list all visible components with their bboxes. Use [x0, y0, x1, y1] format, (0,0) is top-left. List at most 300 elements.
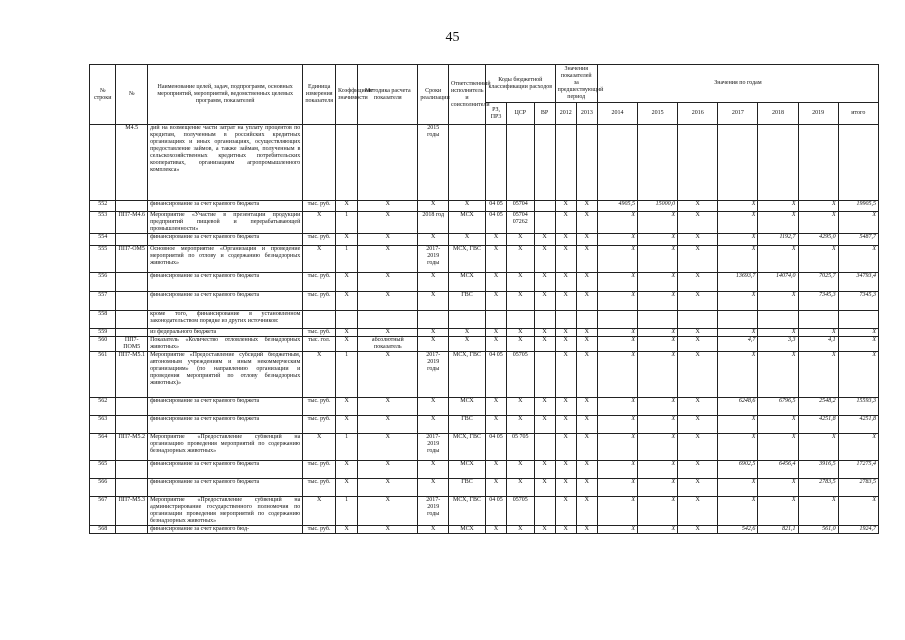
cell-csr: X [507, 398, 534, 416]
cell-total: X [838, 329, 878, 337]
cell-y2012: X [555, 461, 576, 479]
cell-unit: тыс. руб. [303, 329, 336, 337]
cell-y2014: X [597, 416, 637, 434]
cell-coef: 1 [336, 497, 358, 526]
cell-y2012 [555, 125, 576, 201]
table-row [90, 273, 879, 292]
cell-y2017: X [718, 434, 758, 461]
cell-y2015: X [638, 292, 678, 311]
cell-exec: X [449, 337, 486, 352]
cell-exec [449, 125, 486, 201]
cell-unit: тыс. руб. [303, 234, 336, 246]
cell-y2015: X [638, 246, 678, 273]
cell-y2012: X [555, 526, 576, 534]
cell-unit: тыс. руб. [303, 273, 336, 292]
cell-term: X [418, 479, 449, 497]
cell-y2013: X [576, 212, 597, 234]
cell-y2014: X [597, 246, 637, 273]
cell-y2019: 7025,7 [798, 273, 838, 292]
cell-exec: МСХ [449, 273, 486, 292]
cell-csr [507, 311, 534, 329]
cell-name: финансирование за счет краевого бюджета [148, 461, 303, 479]
cell-unit: X [303, 212, 336, 234]
table-row [90, 212, 879, 234]
cell-no: 559 [90, 329, 116, 337]
cell-y2016: X [678, 201, 718, 212]
cell-y2018: X [758, 212, 798, 234]
cell-code [116, 398, 148, 416]
header-code: № [116, 65, 148, 125]
table-row [90, 246, 879, 273]
cell-no: 568 [90, 526, 116, 534]
cell-y2014: X [597, 398, 637, 416]
cell-rz: X [485, 292, 506, 311]
cell-term: X [418, 416, 449, 434]
cell-total: 19905,5 [838, 201, 878, 212]
cell-y2016: X [678, 461, 718, 479]
cell-coef: X [336, 234, 358, 246]
cell-name: финансирование за счет краевого бюджета [148, 273, 303, 292]
cell-vr: X [534, 273, 555, 292]
header-coef: Коэффициент значимости [336, 65, 358, 125]
cell-rz: X [485, 479, 506, 497]
cell-name: финансирование за счет краевого бюд- [148, 526, 303, 534]
cell-total [838, 311, 878, 329]
cell-y2012 [555, 311, 576, 329]
cell-y2016: X [678, 526, 718, 534]
header-2013: 2013 [576, 103, 597, 125]
cell-code [116, 329, 148, 337]
header-vr: ВР [534, 103, 555, 125]
page-number: 45 [445, 30, 460, 45]
cell-coef [336, 311, 358, 329]
cell-method: X [358, 526, 418, 534]
cell-y2018: X [758, 479, 798, 497]
cell-term: X [418, 398, 449, 416]
cell-total: 34793,4 [838, 273, 878, 292]
cell-y2013: X [576, 479, 597, 497]
cell-y2018 [758, 125, 798, 201]
cell-method: X [358, 352, 418, 398]
table-row [90, 461, 879, 479]
cell-y2018: X [758, 416, 798, 434]
cell-unit: тыс. руб. [303, 461, 336, 479]
cell-y2012: X [555, 497, 576, 526]
cell-code [116, 526, 148, 534]
cell-no [90, 125, 116, 201]
cell-y2013: X [576, 246, 597, 273]
cell-y2016: X [678, 212, 718, 234]
cell-rz: 04 05 [485, 434, 506, 461]
cell-coef [336, 125, 358, 201]
cell-y2013: X [576, 526, 597, 534]
cell-term: 2017-2019 годы [418, 497, 449, 526]
cell-term: 2017-2019 годы [418, 246, 449, 273]
cell-vr: X [534, 246, 555, 273]
cell-csr: X [507, 273, 534, 292]
cell-total: 4251,8 [838, 416, 878, 434]
cell-code [116, 201, 148, 212]
cell-y2014: X [597, 461, 637, 479]
cell-y2016 [678, 125, 718, 201]
cell-code [116, 311, 148, 329]
cell-y2018: X [758, 352, 798, 398]
cell-y2018: 1192,7 [758, 234, 798, 246]
header-term: Сроки реализации [418, 65, 449, 125]
cell-y2015: X [638, 337, 678, 352]
cell-exec: МСХ, ГВС [449, 246, 486, 273]
cell-csr: X [507, 526, 534, 534]
cell-y2019: 4,1 [798, 337, 838, 352]
cell-y2014: X [597, 329, 637, 337]
cell-y2012: X [555, 273, 576, 292]
table-row [90, 311, 879, 329]
cell-y2012: X [555, 479, 576, 497]
cell-y2012: X [555, 434, 576, 461]
cell-y2016: X [678, 352, 718, 398]
cell-y2013: X [576, 434, 597, 461]
cell-total: X [838, 434, 878, 461]
cell-no: 557 [90, 292, 116, 311]
cell-y2019: 2783,5 [798, 479, 838, 497]
cell-y2019 [798, 125, 838, 201]
cell-exec: МСХ [449, 398, 486, 416]
cell-y2019: 3916,5 [798, 461, 838, 479]
cell-y2017: 13693,7 [718, 273, 758, 292]
table-row [90, 526, 879, 534]
cell-y2016: X [678, 416, 718, 434]
cell-y2019: X [798, 212, 838, 234]
cell-y2016: X [678, 337, 718, 352]
cell-y2019: 7345,3 [798, 292, 838, 311]
cell-no: 567 [90, 497, 116, 526]
cell-y2017: X [718, 329, 758, 337]
cell-y2014: X [597, 497, 637, 526]
cell-y2017: X [718, 292, 758, 311]
cell-no: 563 [90, 416, 116, 434]
cell-vr: X [534, 416, 555, 434]
cell-method: X [358, 497, 418, 526]
cell-term: 2017-2019 годы [418, 434, 449, 461]
cell-name: Показатель «Количество отловленных безнадзорных животных» [148, 337, 303, 352]
cell-vr: X [534, 292, 555, 311]
cell-name: Мероприятие «Участие в презентации продукции предприятий пищевой и перерабатывающей промышленности» [148, 212, 303, 234]
cell-y2018: X [758, 246, 798, 273]
cell-y2018: 821,1 [758, 526, 798, 534]
cell-y2018 [758, 311, 798, 329]
cell-unit: тыс. руб. [303, 416, 336, 434]
cell-exec: МСХ [449, 526, 486, 534]
cell-total [838, 125, 878, 201]
cell-exec: МСХ, ГВС [449, 434, 486, 461]
cell-coef: X [336, 273, 358, 292]
cell-y2015: X [638, 497, 678, 526]
cell-unit: X [303, 246, 336, 273]
cell-y2014: X [597, 292, 637, 311]
cell-vr [534, 125, 555, 201]
cell-code: ПП7-ОМ5 [116, 246, 148, 273]
cell-code [116, 292, 148, 311]
cell-y2012: X [555, 234, 576, 246]
cell-exec: ГВС [449, 416, 486, 434]
cell-y2012: X [555, 398, 576, 416]
cell-vr: X [534, 234, 555, 246]
cell-method: X [358, 292, 418, 311]
cell-vr [534, 201, 555, 212]
cell-no: 566 [90, 479, 116, 497]
cell-term: 2017-2019 годы [418, 352, 449, 398]
cell-y2017: 6902,5 [718, 461, 758, 479]
cell-code: ПП7-М4.6 [116, 212, 148, 234]
cell-method: X [358, 201, 418, 212]
cell-y2013: X [576, 273, 597, 292]
cell-rz: X [485, 329, 506, 337]
cell-y2019: X [798, 434, 838, 461]
cell-unit: тыс. руб. [303, 201, 336, 212]
header-method: Методика расчета показателя [358, 65, 418, 125]
header-2018: 2018 [758, 103, 798, 125]
cell-y2016: X [678, 398, 718, 416]
cell-no: 560 [90, 337, 116, 352]
cell-y2015 [638, 311, 678, 329]
table-row [90, 337, 879, 352]
cell-term: X [418, 292, 449, 311]
header-executor: Ответственный исполнитель и соисполнители [449, 65, 486, 125]
cell-y2013: X [576, 416, 597, 434]
cell-y2014 [597, 125, 637, 201]
cell-csr: 05705 [507, 497, 534, 526]
cell-y2018: 14074,0 [758, 273, 798, 292]
cell-y2013: X [576, 234, 597, 246]
cell-y2013: X [576, 352, 597, 398]
cell-code: ПП7-ПОМ5 [116, 337, 148, 352]
cell-y2015: X [638, 329, 678, 337]
cell-method: X [358, 212, 418, 234]
cell-unit [303, 125, 336, 201]
cell-code [116, 416, 148, 434]
cell-name: финансирование за счет краевого бюджета [148, 416, 303, 434]
cell-unit: тыс. гол. [303, 337, 336, 352]
cell-rz: X [485, 246, 506, 273]
cell-vr [534, 497, 555, 526]
cell-y2015: X [638, 234, 678, 246]
cell-y2018: X [758, 497, 798, 526]
cell-y2015 [638, 125, 678, 201]
cell-y2012: X [555, 292, 576, 311]
cell-csr: 05705 [507, 352, 534, 398]
cell-y2019: X [798, 246, 838, 273]
cell-name: Мероприятие «Предоставление субвенций на администрирование государственного полномочия по организации проведения мероприятий по содержанию безнадзорных животных» [148, 497, 303, 526]
cell-csr: X [507, 416, 534, 434]
cell-y2019: X [798, 352, 838, 398]
cell-coef: 1 [336, 212, 358, 234]
cell-coef: 1 [336, 352, 358, 398]
cell-y2012: X [555, 416, 576, 434]
cell-exec: МСХ, ГВС [449, 497, 486, 526]
cell-y2012: X [555, 246, 576, 273]
table-row [90, 434, 879, 461]
cell-total: 1924,7 [838, 526, 878, 534]
cell-y2014: X [597, 337, 637, 352]
cell-csr: X [507, 337, 534, 352]
header-budget-codes: Коды бюджетной классификации расходов [485, 65, 555, 103]
cell-coef: X [336, 201, 358, 212]
cell-y2014: X [597, 526, 637, 534]
cell-y2017: X [718, 234, 758, 246]
cell-rz: X [485, 273, 506, 292]
cell-total: X [838, 246, 878, 273]
cell-vr: X [534, 329, 555, 337]
table-row [90, 234, 879, 246]
table-header [90, 65, 879, 125]
cell-y2015: 15000,0 [638, 201, 678, 212]
cell-y2017: X [718, 479, 758, 497]
header-unit: Единица измерения показателя [303, 65, 336, 125]
cell-y2013 [576, 125, 597, 201]
cell-y2017: X [718, 201, 758, 212]
cell-total: 17275,4 [838, 461, 878, 479]
cell-coef: X [336, 398, 358, 416]
cell-coef: X [336, 461, 358, 479]
cell-no: 562 [90, 398, 116, 416]
cell-y2019: X [798, 497, 838, 526]
cell-y2017 [718, 311, 758, 329]
cell-code: ПП7-М5.1 [116, 352, 148, 398]
cell-no: 554 [90, 234, 116, 246]
table-row [90, 292, 879, 311]
cell-y2018: 6456,4 [758, 461, 798, 479]
cell-total: X [838, 497, 878, 526]
cell-y2019: 2548,2 [798, 398, 838, 416]
cell-name: Мероприятие «Предоставление субвенций на организацию проведения мероприятий по содержанию безнадзорных животных» [148, 434, 303, 461]
header-2016: 2016 [678, 103, 718, 125]
cell-y2017: X [718, 352, 758, 398]
cell-method: X [358, 461, 418, 479]
cell-term: 2015 годы [418, 125, 449, 201]
cell-no: 556 [90, 273, 116, 292]
cell-method: X [358, 479, 418, 497]
cell-y2015: X [638, 479, 678, 497]
cell-no: 555 [90, 246, 116, 273]
cell-method: X [358, 434, 418, 461]
cell-exec [449, 311, 486, 329]
cell-y2017: 4,7 [718, 337, 758, 352]
cell-code [116, 234, 148, 246]
cell-y2015: X [638, 434, 678, 461]
cell-csr [507, 125, 534, 201]
cell-total: 2783,5 [838, 479, 878, 497]
cell-name: финансирование за счет краевого бюджета [148, 292, 303, 311]
cell-term: X [418, 201, 449, 212]
cell-y2013: X [576, 337, 597, 352]
table-row [90, 125, 879, 201]
cell-y2017: X [718, 246, 758, 273]
cell-coef: X [336, 337, 358, 352]
cell-name: Основное мероприятие «Организация и проведение мероприятий по отлову и содержанию безнадзорных животных» [148, 246, 303, 273]
cell-vr: X [534, 526, 555, 534]
cell-code: ПП7-М5.2 [116, 434, 148, 461]
cell-y2012: X [555, 201, 576, 212]
cell-term: 2018 год [418, 212, 449, 234]
cell-exec: ГВС [449, 479, 486, 497]
cell-exec: ГВС [449, 292, 486, 311]
cell-no: 561 [90, 352, 116, 398]
cell-code [116, 461, 148, 479]
cell-name: Мероприятие «Предоставление субсидий бюджетным, автономным учреждениям и иным некоммерческим организациям» (по направлению организации и проведения мероприятий по отлову безнадзорных животных)» [148, 352, 303, 398]
cell-method: X [358, 234, 418, 246]
cell-y2017: X [718, 497, 758, 526]
cell-name: кроме того, финансирование в установленном законодательством порядке из других источников: [148, 311, 303, 329]
cell-y2014 [597, 311, 637, 329]
cell-y2019: 561,0 [798, 526, 838, 534]
cell-y2018: X [758, 201, 798, 212]
cell-csr: X [507, 479, 534, 497]
cell-term: X [418, 273, 449, 292]
cell-code [116, 479, 148, 497]
cell-y2017 [718, 125, 758, 201]
cell-y2016: X [678, 497, 718, 526]
cell-y2016 [678, 311, 718, 329]
cell-csr: 05704 07262 [507, 212, 534, 234]
cell-method: X [358, 416, 418, 434]
cell-vr: X [534, 337, 555, 352]
cell-vr: X [534, 461, 555, 479]
table-row [90, 201, 879, 212]
cell-y2014: 4905,5 [597, 201, 637, 212]
cell-vr [534, 311, 555, 329]
cell-exec: МСХ, ГВС [449, 352, 486, 398]
cell-vr [534, 352, 555, 398]
cell-term [418, 311, 449, 329]
cell-rz [485, 125, 506, 201]
cell-y2015: X [638, 526, 678, 534]
cell-exec: МСХ [449, 461, 486, 479]
header-2014: 2014 [597, 103, 637, 125]
cell-y2014: X [597, 434, 637, 461]
cell-rz: 04 05 [485, 497, 506, 526]
cell-y2016: X [678, 234, 718, 246]
cell-coef: 1 [336, 246, 358, 273]
cell-y2018: X [758, 292, 798, 311]
cell-y2014: X [597, 273, 637, 292]
cell-unit: тыс. руб. [303, 479, 336, 497]
cell-code: ПП7-М5.3 [116, 497, 148, 526]
cell-code: М4.5 [116, 125, 148, 201]
cell-y2013 [576, 311, 597, 329]
cell-unit: X [303, 434, 336, 461]
cell-rz: 04 05 [485, 352, 506, 398]
cell-csr: X [507, 292, 534, 311]
header-rz: РЗ, ПР3 [485, 103, 506, 125]
cell-y2017: 6248,6 [718, 398, 758, 416]
cell-exec: МСХ [449, 212, 486, 234]
cell-y2014: X [597, 234, 637, 246]
cell-term: X [418, 329, 449, 337]
cell-method: X [358, 398, 418, 416]
cell-term: X [418, 337, 449, 352]
table-row [90, 497, 879, 526]
cell-term: X [418, 461, 449, 479]
cell-y2018: X [758, 434, 798, 461]
cell-y2016: X [678, 273, 718, 292]
cell-total: 7345,3 [838, 292, 878, 311]
cell-exec: X [449, 329, 486, 337]
cell-rz: 04 05 [485, 212, 506, 234]
cell-y2013: X [576, 201, 597, 212]
cell-y2012: X [555, 329, 576, 337]
cell-total: X [838, 337, 878, 352]
cell-method: X [358, 329, 418, 337]
